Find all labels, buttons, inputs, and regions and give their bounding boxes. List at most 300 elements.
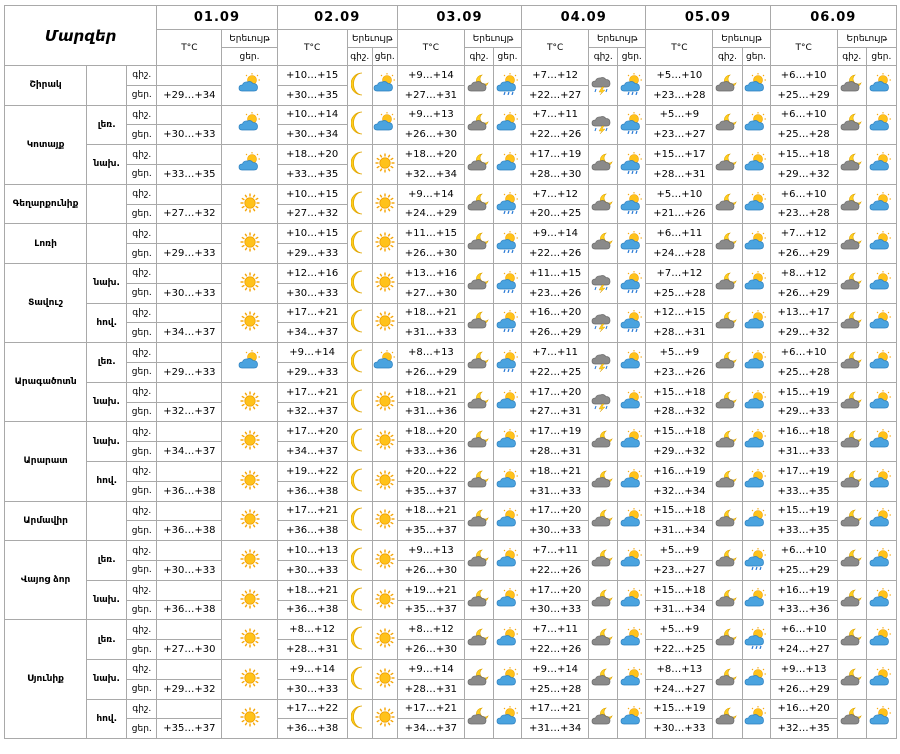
weather-cell [742,580,770,620]
temperature-cell: +33…+35 [277,164,347,184]
time-of-day: գիշ. [127,501,157,521]
temperature-cell: +7…+11 [522,620,589,640]
weather-cell [464,699,493,739]
temperature-cell: +20…+25 [522,204,589,224]
weather-cell [494,580,522,620]
weather-cell [713,580,742,620]
subregion-empty [87,66,127,106]
weather-cell [713,184,742,224]
temperature-cell: +33…+35 [157,164,222,184]
temperature-cell: +35…+37 [157,719,222,739]
partly-cloudy-icon [496,548,520,573]
sun-icon [374,271,396,296]
partly-cloudy-rain-icon [620,112,644,137]
temperature-cell: +15…+18 [646,382,713,402]
temperature-cell: +9…+13 [397,541,464,561]
sun-icon [374,548,396,573]
cloudy-night-icon [840,231,864,256]
temp-col-header: T°C [277,30,347,66]
weather-cell [742,263,770,303]
temperature-cell: +15…+17 [646,145,713,165]
weather-cell [589,224,618,264]
moon-icon [351,666,369,693]
weather-cell [742,541,770,581]
region-name: Սյունիք [5,620,87,739]
temperature-cell: +26…+29 [770,244,837,264]
thunder-cloud-icon [591,310,615,335]
temperature-cell: +15…+18 [646,501,713,521]
temperature-cell: +29…+32 [646,442,713,462]
weather-cell [618,659,646,699]
region-name: Գեղարքունիք [5,184,87,224]
weather-cell [866,184,896,224]
weather-cell [866,382,896,422]
region-name: Տավուշ [5,263,87,342]
temperature-cell: +35…+37 [397,600,464,620]
weather-cell [742,343,770,383]
weather-cell [464,501,493,541]
weather-cell [589,699,618,739]
temperature-cell: +8…+12 [277,620,347,640]
temperature-cell: +5…+9 [646,105,713,125]
weather-cell [347,382,372,422]
partly-cloudy-icon [744,390,768,415]
partly-cloudy-icon [744,112,768,137]
temperature-cell: +31…+34 [646,521,713,541]
temperature-cell: +26…+29 [770,679,837,699]
temperature-cell [157,105,222,125]
sun-icon [239,192,261,217]
temperature-cell: +7…+12 [770,224,837,244]
temperature-cell: +6…+10 [770,343,837,363]
cloudy-night-icon [840,469,864,494]
temperature-cell [157,184,222,204]
weather-cell [494,145,522,185]
subregion-label: լեռ. [87,620,127,660]
weather-cell [618,224,646,264]
weather-cell [494,343,522,383]
temperature-cell: +20…+22 [397,461,464,481]
temperature-cell: +6…+10 [770,184,837,204]
weather-cell [494,501,522,541]
partly-cloudy-icon [373,73,397,98]
table-row [5,461,897,481]
weather-cell [837,105,866,145]
partly-cloudy-rain-icon [496,350,520,375]
subregion-empty [87,501,127,541]
temperature-cell: +7…+12 [522,184,589,204]
cloudy-night-icon [715,469,739,494]
temperature-cell: +11…+15 [397,224,464,244]
temperature-cell: +13…+17 [770,303,837,323]
temperature-cell: +17…+22 [277,699,347,719]
temperature-cell: +36…+38 [277,719,347,739]
temperature-cell: +22…+25 [646,640,713,660]
weather-cell [713,659,742,699]
temp-col-header: T°C [770,30,837,66]
time-of-day: ցեր. [127,85,157,105]
moon-icon [351,547,369,574]
weather-cell [713,699,742,739]
cloudy-night-icon [591,548,615,573]
temperature-cell: +26…+30 [397,640,464,660]
partly-cloudy-icon [869,667,893,692]
temperature-cell: +8…+13 [646,659,713,679]
temperature-cell: +6…+10 [770,541,837,561]
temperature-cell: +9…+14 [522,224,589,244]
temperature-cell: +29…+33 [157,362,222,382]
partly-cloudy-icon [744,192,768,217]
subregion-label: լեռ. [87,105,127,145]
weather-cell [618,105,646,145]
temperature-cell: +25…+28 [646,283,713,303]
weather-cell [464,303,493,343]
weather-cell [494,184,522,224]
temperature-cell: +21…+26 [646,204,713,224]
temperature-cell: +17…+21 [522,699,589,719]
partly-cloudy-icon [744,271,768,296]
temperature-cell: +18…+21 [522,461,589,481]
temperature-cell: +26…+30 [397,560,464,580]
weather-cell [347,620,372,660]
temperature-cell: +34…+37 [277,323,347,343]
time-of-day: ցեր. [127,402,157,422]
weather-cell [589,580,618,620]
partly-cloudy-rain-icon [496,73,520,98]
partly-cloudy-icon [496,390,520,415]
table-row [5,343,897,363]
weather-cell [464,184,493,224]
temperature-cell: +17…+21 [277,382,347,402]
region-name: Արմավիր [5,501,87,541]
partly-cloudy-icon [744,706,768,731]
cloudy-night-icon [591,192,615,217]
temperature-cell: +17…+21 [277,501,347,521]
weather-col-header: Երեւույթ [837,30,896,48]
weather-cell [347,105,372,145]
temperature-cell: +31…+34 [646,600,713,620]
temp-col-header: T°C [397,30,464,66]
weather-cell [464,659,493,699]
time-of-day: գիշ. [127,303,157,323]
weather-cell [589,422,618,462]
weather-cell [866,66,896,106]
temperature-cell: +34…+37 [157,323,222,343]
partly-cloudy-icon [744,469,768,494]
partly-cloudy-icon [496,508,520,533]
moon-icon [351,389,369,416]
table-row [5,224,897,244]
temperature-cell: +28…+31 [646,164,713,184]
partly-cloudy-icon [373,112,397,137]
subregion-label: հով. [87,461,127,501]
temperature-cell: +29…+32 [157,679,222,699]
temperature-cell: +6…+10 [770,105,837,125]
table-row [5,105,897,125]
sun-icon [374,310,396,335]
thunder-cloud-icon [591,271,615,296]
moon-icon [351,428,369,455]
weather-cell [589,303,618,343]
temperature-cell [157,303,222,323]
temperature-cell: +16…+19 [646,461,713,481]
day-col-header: ցեր. [494,48,522,66]
table-row [5,541,897,561]
cloudy-night-icon [467,152,491,177]
temp-col-header: T°C [157,30,222,66]
temperature-cell: +27…+32 [157,204,222,224]
cloudy-night-icon [715,271,739,296]
weather-cell [866,541,896,581]
thunder-cloud-icon [591,350,615,375]
weather-cell [713,145,742,185]
cloudy-night-icon [591,429,615,454]
temperature-cell: +33…+35 [770,521,837,541]
cloudy-night-icon [715,667,739,692]
partly-cloudy-icon [238,152,262,177]
weather-cell [589,382,618,422]
night-col-header: գիշ. [713,48,742,66]
temperature-cell: +30…+33 [277,560,347,580]
cloudy-night-icon [840,706,864,731]
weather-cell [464,382,493,422]
temp-col-header: T°C [522,30,589,66]
temperature-cell [157,580,222,600]
weather-cell [837,184,866,224]
cloudy-night-icon [467,706,491,731]
temperature-cell: +17…+19 [770,461,837,481]
temperature-cell: +36…+38 [157,600,222,620]
cloudy-night-icon [715,548,739,573]
weather-cell [372,382,397,422]
weather-col-header: Երեւույթ [713,30,770,48]
time-of-day: ցեր. [127,283,157,303]
weather-col-header: Երեւույթ [589,30,646,48]
partly-cloudy-icon [496,152,520,177]
cloudy-night-icon [715,390,739,415]
table-row [5,580,897,600]
cloudy-night-icon [467,429,491,454]
temperature-cell: +27…+32 [277,204,347,224]
subregion-empty [87,224,127,264]
partly-cloudy-icon [869,73,893,98]
weather-cell [618,145,646,185]
partly-cloudy-rain-icon [620,73,644,98]
temperature-cell: +27…+31 [522,402,589,422]
partly-cloudy-icon [620,588,644,613]
temperature-cell: +19…+21 [397,580,464,600]
cloudy-night-icon [715,706,739,731]
sun-icon [239,508,261,533]
partly-cloudy-icon [744,588,768,613]
thunder-cloud-icon [591,112,615,137]
partly-cloudy-icon [373,350,397,375]
table-row [5,501,897,521]
temperature-cell: +22…+26 [522,125,589,145]
temperature-cell: +15…+18 [770,145,837,165]
temperature-cell: +8…+12 [770,263,837,283]
partly-cloudy-icon [744,73,768,98]
weather-cell [742,620,770,660]
weather-cell [742,382,770,422]
weather-cell [222,580,277,620]
temperature-cell: +7…+12 [522,66,589,86]
weather-cell [589,501,618,541]
temperature-cell [157,541,222,561]
date-header: 02.09 [277,6,397,30]
temperature-cell: +9…+14 [397,66,464,86]
sun-icon [239,548,261,573]
time-of-day: ցեր. [127,481,157,501]
temperature-cell: +30…+33 [522,521,589,541]
weather-cell [866,303,896,343]
temperature-cell [157,501,222,521]
temperature-cell: +30…+33 [646,719,713,739]
weather-cell [222,145,277,185]
sun-icon [374,231,396,256]
weather-cell [742,145,770,185]
weather-cell [713,303,742,343]
sun-icon [374,429,396,454]
cloudy-night-icon [591,152,615,177]
subregion-label: նախ. [87,145,127,185]
partly-cloudy-icon [620,508,644,533]
weather-cell [589,541,618,581]
subregion-label: նախ. [87,382,127,422]
partly-cloudy-icon [744,667,768,692]
weather-cell [347,145,372,185]
sun-icon [239,390,261,415]
partly-cloudy-icon [869,627,893,652]
region-name: Շիրակ [5,66,87,106]
weather-cell [589,343,618,383]
weather-cell [618,303,646,343]
weather-cell [222,461,277,501]
cloudy-night-icon [591,588,615,613]
weather-col-header: Երեւույթ [347,30,397,48]
partly-cloudy-rain-icon [620,152,644,177]
partly-cloudy-icon [869,469,893,494]
cloudy-night-icon [467,627,491,652]
temperature-cell: +26…+29 [770,283,837,303]
temperature-cell: +5…+9 [646,620,713,640]
weather-cell [494,699,522,739]
temperature-cell: +7…+11 [522,105,589,125]
partly-cloudy-rain-icon [496,192,520,217]
temperature-cell: +34…+37 [397,719,464,739]
weather-cell [464,224,493,264]
temperature-cell: +6…+10 [770,620,837,640]
temperature-cell: +30…+33 [522,600,589,620]
partly-cloudy-icon [744,152,768,177]
temperature-cell: +17…+19 [522,145,589,165]
weather-cell [866,699,896,739]
sun-icon [374,508,396,533]
sun-icon [239,429,261,454]
temperature-cell: +17…+21 [397,699,464,719]
weather-cell [837,382,866,422]
temperature-cell: +23…+26 [646,362,713,382]
weather-cell [742,422,770,462]
weather-cell [713,461,742,501]
weather-cell [589,263,618,303]
temperature-cell: +10…+13 [277,541,347,561]
weather-cell [222,699,277,739]
weather-cell [347,422,372,462]
weather-cell [618,541,646,581]
weather-cell [494,382,522,422]
weather-cell [837,66,866,106]
sun-icon [239,310,261,335]
cloudy-night-icon [467,73,491,98]
weather-cell [347,343,372,383]
temperature-cell: +18…+21 [397,501,464,521]
temperature-cell: +5…+10 [646,184,713,204]
thunder-cloud-icon [591,73,615,98]
weather-cell [837,303,866,343]
temperature-cell: +10…+15 [277,184,347,204]
cloudy-night-icon [715,508,739,533]
weather-cell [618,580,646,620]
cloudy-night-icon [467,508,491,533]
weather-cell [347,659,372,699]
cloudy-night-icon [840,271,864,296]
temperature-cell: +29…+32 [770,164,837,184]
date-header: 06.09 [770,6,896,30]
partly-cloudy-icon [869,390,893,415]
temperature-cell: +31…+33 [397,323,464,343]
cloudy-night-icon [715,73,739,98]
temperature-cell: +11…+15 [522,263,589,283]
weather-cell [347,541,372,581]
time-of-day: գիշ. [127,224,157,244]
table-row [5,620,897,640]
temperature-cell: +28…+32 [646,402,713,422]
temperature-cell: +30…+35 [277,85,347,105]
weather-cell [618,263,646,303]
weather-cell [866,263,896,303]
cloudy-night-icon [840,152,864,177]
temperature-cell: +29…+34 [157,85,222,105]
weather-cell [589,145,618,185]
weather-cell [222,66,277,106]
time-of-day: գիշ. [127,659,157,679]
temperature-cell: +28…+31 [397,679,464,699]
weather-cell [713,263,742,303]
weather-cell [464,422,493,462]
temperature-cell: +29…+33 [277,244,347,264]
subregion-label: լեռ. [87,541,127,581]
cloudy-night-icon [715,152,739,177]
temperature-cell: +36…+38 [277,600,347,620]
forecast-table [4,5,897,739]
temperature-cell: +9…+13 [397,105,464,125]
weather-cell [372,145,397,185]
weather-cell [494,263,522,303]
cloudy-night-icon [467,231,491,256]
weather-cell [372,303,397,343]
temperature-cell: +25…+28 [770,362,837,382]
time-of-day: ցեր. [127,521,157,541]
time-of-day: գիշ. [127,145,157,165]
temperature-cell: +24…+27 [646,679,713,699]
temperature-cell: +29…+32 [770,323,837,343]
weather-cell [222,303,277,343]
partly-cloudy-icon [620,350,644,375]
date-header: 05.09 [646,6,770,30]
sun-icon [374,469,396,494]
date-header: 03.09 [397,6,521,30]
